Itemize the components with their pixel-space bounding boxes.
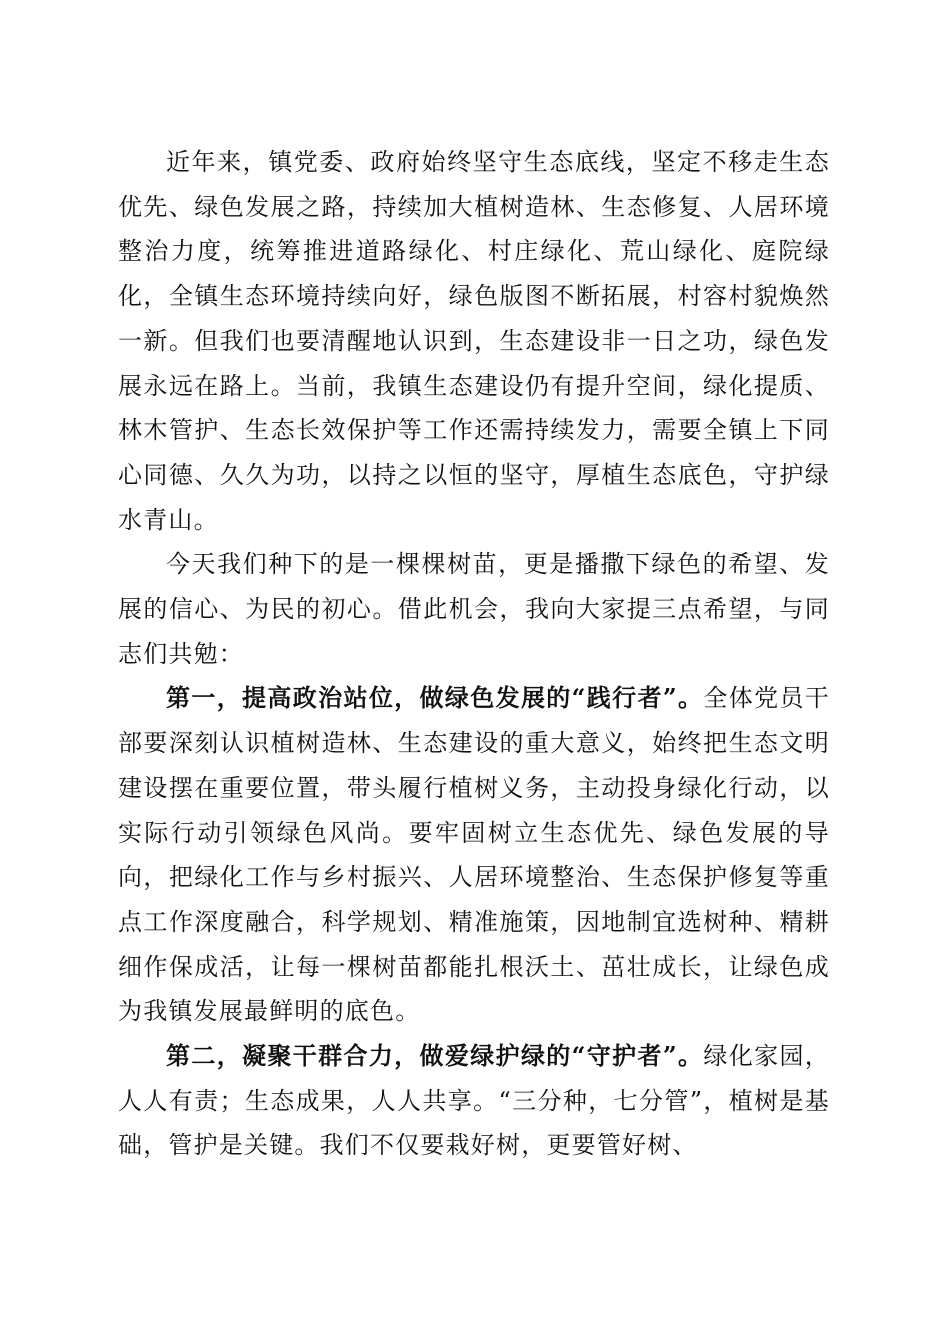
paragraph-3	[118, 676, 830, 1034]
paragraph-2-text: 今天我们种下的是一棵棵树苗，更是播撒下绿色的希望、发展的信心、为民的初心。借此机会，我向大家提三点希望，与同志们共勉：	[118, 550, 830, 668]
paragraph-1-text: 近年来，镇党委、政府始终坚守生态底线，坚定不移走生态优先、绿色发展之路，持续加大植树造林、生态修复、人居环境整治力度，统筹推进道路绿化、村庄绿化、荒山绿化、庭院绿化，全镇生态环境持续向好，绿色版图不断拓展，村容村貌焕然一新。但我们也要清醒地认识到，生态建设非一日之功，绿色发展永远在路上。当前，我镇生态建设仍有提升空间，绿化提质、林木管护、生态长效保护等工作还需持续发力，需要全镇上下同心同德、久久为功，以持之以恒的坚守，厚植生态底色，守护绿水青山。	[118, 148, 830, 534]
paragraph-3-text: 全体党员干部要深刻认识植树造林、生态建设的重大意义，始终把生态文明建设摆在重要位置，带头履行植树义务，主动投身绿化行动，以实际行动引领绿色风尚。要牢固树立生态优先、绿色发展的导向，把绿化工作与乡村振兴、人居环境整治、生态保护修复等重点工作深度融合，科学规划、精准施策，因地制宜选树种、精耕细作保成活，让每一棵树苗都能扎根沃土、茁壮成长，让绿色成为我镇发展最鲜明的底色。	[118, 684, 831, 1026]
paragraph-4-text: 绿化家园，人人有责；生态成果，人人共享。“三分种，七分管”，植树是基础，管护是关键。我们不仅要栽好树，更要管好树、	[118, 1042, 831, 1160]
document-body	[118, 140, 830, 1168]
paragraph-2	[118, 542, 830, 676]
paragraph-4-lead: 第二，凝聚干群合力，做爱绿护绿的“守护者”。	[166, 1041, 704, 1071]
paragraph-4	[118, 1034, 830, 1168]
paragraph-3-lead: 第一，提高政治站位，做绿色发展的“践行者”。	[166, 683, 704, 713]
paragraph-1	[118, 140, 830, 542]
